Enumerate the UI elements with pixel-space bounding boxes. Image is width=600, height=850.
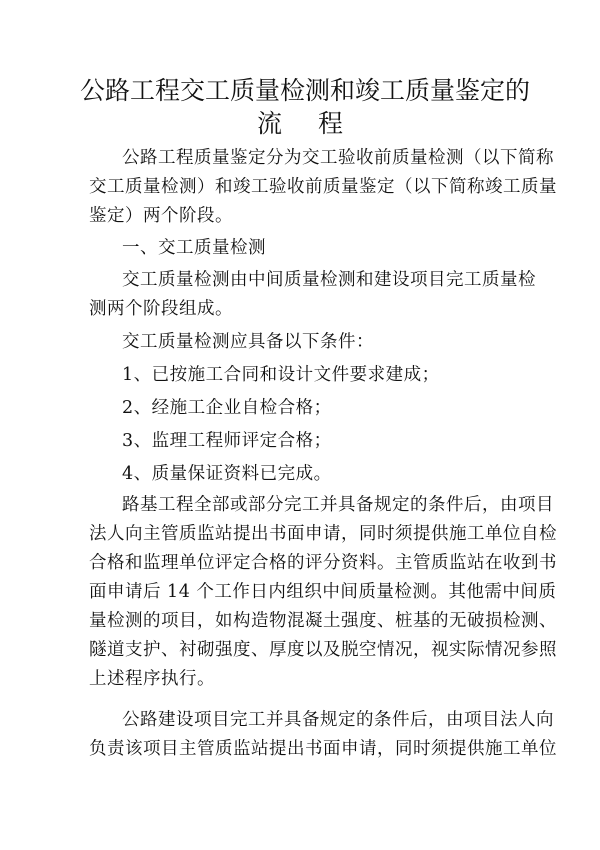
list-item: 1、已按施工合同和设计文件要求建成； (122, 365, 440, 385)
paragraph-line: 鉴定）两个阶段。 (89, 206, 233, 226)
section-heading: 一、交工质量检测 (122, 238, 266, 258)
paragraph-line: 量检测的项目，如构造物混凝土强度、桩基的无破损检测、 (89, 611, 557, 631)
paragraph-line: 合格和监理单位评定合格的评分资料。主管质监站在收到书 (89, 553, 557, 573)
paragraph-line: 负责该项目主管质监站提出书面申请，同时须提供施工单位 (89, 739, 557, 759)
paragraph-line: 公路工程质量鉴定分为交工验收前质量检测（以下简称 (122, 148, 554, 168)
paragraph-line: 路基工程全部或部分完工并具备规定的条件后，由项目 (122, 495, 554, 515)
document-title-line-1: 公路工程交工质量检测和竣工质量鉴定的 (80, 76, 531, 105)
paragraph-line: 法人向主管质监站提出书面申请，同时须提供施工单位自检 (89, 524, 557, 544)
document-title-line-2: 流程 (256, 109, 379, 138)
paragraph-line: 上述程序执行。 (89, 669, 215, 689)
list-item: 3、监理工程师评定合格； (122, 431, 332, 451)
list-item: 2、经施工企业自检合格； (122, 398, 332, 418)
paragraph-line: 公路建设项目完工并具备规定的条件后，由项目法人向 (122, 710, 554, 730)
list-item: 4、质量保证资料已完成。 (122, 464, 332, 484)
paragraph-line: 隧道支护、衬砌强度、厚度以及脱空情况，视实际情况参照 (89, 640, 557, 660)
paragraph-line: 测两个阶段组成。 (89, 299, 233, 319)
paragraph-line: 面申请后 14 个工作日内组织中间质量检测。其他需中间质 (89, 582, 557, 602)
paragraph-line: 交工质量检测由中间质量检测和建设项目完工质量检 (122, 270, 536, 290)
paragraph-line: 交工质量检测）和竣工验收前质量鉴定（以下简称竣工质量 (89, 177, 557, 197)
paragraph-line: 交工质量检测应具备以下条件： (122, 332, 374, 352)
